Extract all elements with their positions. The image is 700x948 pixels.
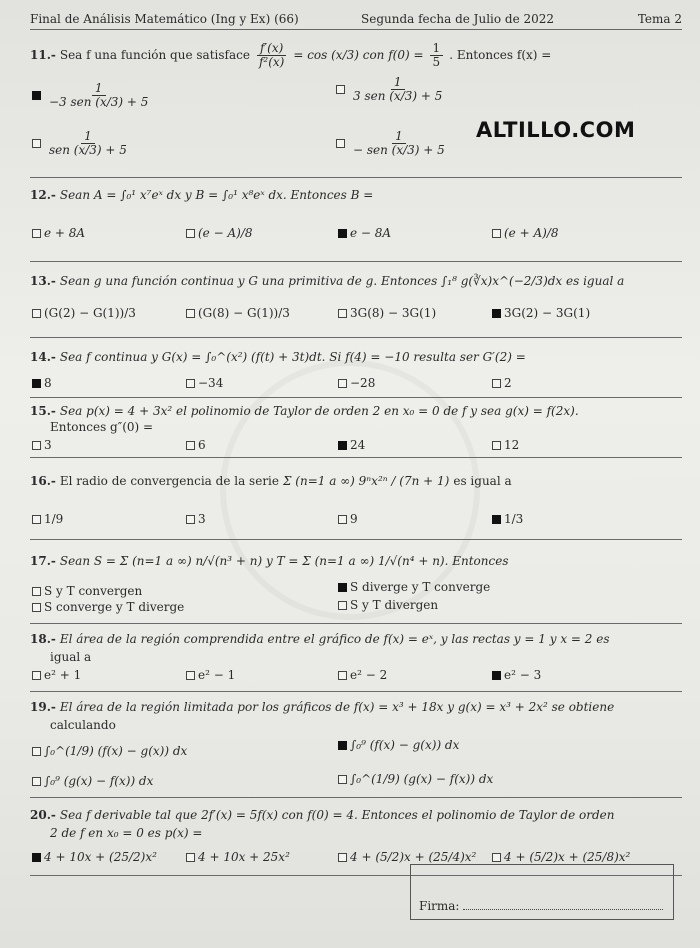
q15-option-c[interactable]: 24 [338,438,365,452]
q18-text: El área de la región comprendida entre el gráfico de f(x) = eˣ, y las rectas y = 1 y x = 2 es [59,632,610,646]
q16-number: 16.- [30,474,56,488]
q15-number: 15.- [30,404,56,418]
q11-option-c[interactable]: $\frac{1}{\text{sen (x/3) + 5}}$ [32,130,132,157]
q14-text: Sea f continua y G(x) = ∫₀^(x²) (f(t) + 3t)dt. Si f(4) = −10 resulta ser G′(2) = [59,350,526,364]
q11-text-c: . Entonces f(x) = [449,47,552,62]
question-12 [30,178,682,262]
q18-option-b[interactable]: e² − 1 [186,668,235,682]
q19-option-b[interactable]: ∫₀⁹ (f(x) − g(x)) dx [338,738,459,752]
q16-option-a[interactable]: 1/9 [32,512,63,526]
q14-option-c[interactable]: −28 [338,376,375,390]
q12-option-a[interactable]: e + 8A [32,226,85,240]
q16-text-b: es igual a [453,474,512,488]
q20-option-a[interactable]: 4 + 10x + (25/2)x² [32,850,157,864]
q19-text: El área de la región limitada por los gráficos de f(x) = x³ + 18x y g(x) = x³ + 2x² se obtiene [59,700,615,714]
q16-option-c[interactable]: 9 [338,512,358,526]
question-17 [30,540,682,624]
q11-fraction: $\frac{f'(x)}{\text{f²(x)}}$ [258,41,285,70]
q17-text: Sean S = Σ (n=1 a ∞) n/√(n³ + n) y T = Σ (n=1 a ∞) 1/√(n⁴ + n). Entonces [59,554,509,568]
q20-text2: 2 de f en x₀ = 0 es p(x) = [50,826,203,840]
q14-option-a[interactable]: 8 [32,376,52,390]
q18-number: 18.- [30,632,56,646]
q20-number: 20.- [30,808,56,822]
brand-logo: ALTILLO.COM [476,118,636,142]
q18-option-c[interactable]: e² − 2 [338,668,387,682]
q18-option-d[interactable]: e² − 3 [492,668,541,682]
q20-option-d[interactable]: 4 + (5/2)x + (25/8)x² [492,850,630,864]
q11-text-a: Sea f una función que satisface [59,47,250,62]
checkbox[interactable] [32,139,41,148]
q11-number: 11.- [30,47,56,62]
q16-text-a: El radio de convergencia de la serie [59,474,279,488]
checkbox[interactable] [336,139,345,148]
q16-series: Σ (n=1 a ∞) 9ⁿx²ⁿ / (7n + 1) [283,474,450,488]
q12-number: 12.- [30,188,56,202]
q11-option-b[interactable]: $\frac{1}{\text{3 sen (x/3) + 5}}$ [336,76,447,103]
q12-text: Sean A = ∫₀¹ x⁷eˣ dx y B = ∫₀¹ x⁸eˣ dx. Entonces B = [59,188,374,202]
q20-option-c[interactable]: 4 + (5/2)x + (25/4)x² [338,850,476,864]
q20-text: Sea f derivable tal que 2f′(x) = 5f(x) con f(0) = 4. Entonces el polinomio de Taylor de orden [59,808,615,822]
q14-option-d[interactable]: 2 [492,376,512,390]
q19-option-a[interactable]: ∫₀^(1/9) (f(x) − g(x)) dx [32,744,187,758]
q13-text: Sean g una función continua y G una primitiva de g. Entonces ∫₁⁸ g(∛x)x^(−2/3)dx es igual a [59,274,625,288]
q14-number: 14.- [30,350,56,364]
question-18 [30,624,682,692]
q13-number: 13.- [30,274,56,288]
q13-option-b[interactable]: (G(8) − G(1))/3 [186,306,290,320]
q19-option-d[interactable]: ∫₀^(1/9) (g(x) − f(x)) dx [338,772,493,786]
q17-option-c[interactable]: S converge y T diverge [32,600,184,614]
signature-box[interactable] [410,864,674,920]
q16-option-d[interactable]: 1/3 [492,512,523,526]
q19-text2: calculando [50,718,116,732]
question-14 [30,338,682,398]
q15-option-d[interactable]: 12 [492,438,519,452]
q19-number: 19.- [30,700,56,714]
signature-label: Firma: [419,899,460,913]
checkbox[interactable] [32,91,41,100]
header-date: Segunda fecha de Julio de 2022 [361,11,555,26]
q12-option-c[interactable]: e − 8A [338,226,391,240]
signature-line[interactable] [463,909,663,910]
q13-option-c[interactable]: 3G(8) − 3G(1) [338,306,436,320]
question-13 [30,262,682,338]
q17-option-a[interactable]: S y T convergen [32,584,142,598]
question-15 [30,398,682,458]
exam-header [30,8,682,30]
q15-text2: Entonces g″(0) = [50,420,154,434]
q12-option-b[interactable]: (e − A)/8 [186,226,253,240]
q15-text: Sea p(x) = 4 + 3x² el polinomio de Taylor de orden 2 en x₀ = 0 de f y sea g(x) = f(2x). [59,404,579,418]
q11-option-a[interactable]: $\frac{1}{\text{−3 sen (x/3) + 5}}$ [32,82,153,109]
q16-option-b[interactable]: 3 [186,512,206,526]
checkbox[interactable] [336,85,345,94]
q11-text-b: = cos (x/3) con f(0) = [293,47,424,62]
signature-field[interactable] [419,899,663,913]
question-11 [30,30,682,178]
q13-option-a[interactable]: (G(2) − G(1))/3 [32,306,136,320]
q15-option-a[interactable]: 3 [32,438,52,452]
q12-option-d[interactable]: (e + A)/8 [492,226,559,240]
q14-option-b[interactable]: −34 [186,376,223,390]
q18-text2: igual a [50,650,92,664]
q17-option-b[interactable]: S diverge y T converge [338,580,490,594]
question-19 [30,692,682,798]
q20-option-b[interactable]: 4 + 10x + 25x² [186,850,290,864]
header-theme: Tema 2 [637,11,682,26]
q18-option-a[interactable]: e² + 1 [32,668,81,682]
q15-option-b[interactable]: 6 [186,438,206,452]
question-16 [30,458,682,540]
q19-option-c[interactable]: ∫₀⁹ (g(x) − f(x)) dx [32,774,153,788]
q17-option-d[interactable]: S y T divergen [338,598,438,612]
q11-option-d[interactable]: $\frac{1}{\text{− sen (x/3) + 5}}$ [336,130,450,157]
header-course: Final de Análisis Matemático (Ing y Ex) (66) [30,11,299,26]
q11-f0: $\frac{1}{5}$ [430,42,444,69]
q17-number: 17.- [30,554,56,568]
q13-option-d[interactable]: 3G(2) − 3G(1) [492,306,590,320]
